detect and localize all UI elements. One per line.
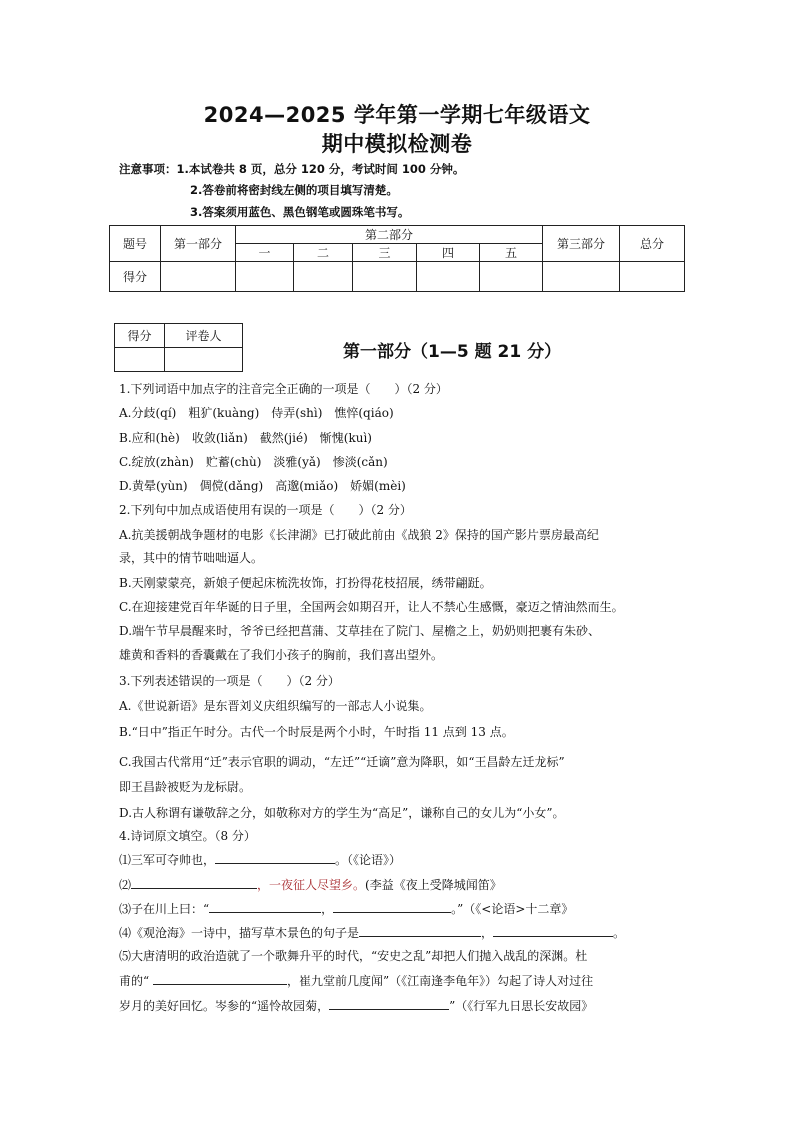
score-header-sub: 五 [480,244,543,262]
notice-item: 3.答案须用蓝色、黑色钢笔或圆珠笔书写。 [190,205,410,219]
score-cell [236,262,294,292]
q2-option-b: B.天刚蒙蒙亮，新娘子便起床梳洗妆饰，打扮得花枝招展，绣带翩跹。 [119,576,492,590]
score-cell [417,262,480,292]
q4-item-5-cont2 [119,997,593,1014]
score-cell [161,262,236,292]
q4-item-2 [119,876,502,893]
q2-stem: 2.下列句中加点成语使用有误的一项是（ ）（2 分） [119,503,412,517]
notice-item: 2.答卷前将密封线左侧的项目填写清楚。 [190,183,398,197]
answer-blank[interactable] [131,876,257,889]
notice-line-1 [119,161,464,177]
grader-table [114,323,243,372]
exam-title-line2: 期中模拟检测卷 [321,132,473,156]
answer-blank[interactable] [359,924,481,937]
q4-text: 甫的“ [119,974,153,988]
q4-stem: 4.诗词原文填空。（8 分） [119,829,256,843]
score-cell [353,262,417,292]
q4-text: 。（《论语》） [335,853,402,867]
q4-text: 。”（《<论语>十二章》 [451,902,574,916]
q4-given-line: ，一夜征人尽望乡。 [257,878,366,892]
q4-text: ， [481,926,494,940]
q3-option-c-cont: 即王昌龄被贬为龙标尉。 [119,780,252,794]
q4-text: ， [321,902,334,916]
q2-option-d-cont: 雄黄和香料的香囊戴在了我们小孩子的胸前，我们喜出望外。 [119,648,444,662]
q1-option-a: A.分歧(qí) 粗犷(kuàng) 侍弄(shì) 憔悴(qiáo) [119,406,394,420]
grader-reviewer-label: 评卷人 [165,324,243,348]
q4-item-5-cont [119,972,593,989]
q4-item-3 [119,900,573,917]
q4-text: 。 [613,926,626,940]
exam-title-line1: 2024—2025 学年第一学期七年级语文 [203,103,591,127]
grader-score-cell [115,348,165,372]
answer-blank[interactable] [333,900,451,913]
score-cell [294,262,353,292]
q4-item-1 [119,851,401,868]
q4-text: ⑵ [119,878,132,892]
q4-text: ，崔九堂前几度闻”（《江南逢李龟年》）勾起了诗人对过往 [286,974,594,988]
part-one-title: 第一部分（1—5 题 21 分） [343,342,562,362]
q2-option-d: D.端午节早晨醒来时，爷爷已经把菖蒲、艾草挂在了院门、屋檐之上，奶奶则把裹有朱砂、 [119,624,601,638]
q3-stem: 3.下列表述错误的一项是（ ）（2 分） [119,674,340,688]
answer-blank[interactable] [493,924,613,937]
q2-option-c: C.在迎接建党百年华诞的日子里，全国两会如期召开，让人不禁心生感慨，豪迈之情油然而生。 [119,600,624,614]
answer-blank[interactable] [215,851,335,864]
q4-source: (李益《夜上受降城闻笛》 [365,878,502,892]
q1-option-b: B.应和(hè) 收敛(liǎn) 截然(jié) 惭愧(kuì) [119,431,372,445]
notice-item: 1.本试卷共 8 页，总分 120 分，考试时间 100 分钟。 [176,162,465,176]
answer-blank[interactable] [329,997,449,1010]
q4-text: 岁月的美好回忆。岑参的“遥怜故园菊， [119,999,330,1013]
q4-text: ⑴三军可夺帅也， [119,853,216,867]
q4-text: ⑷《观沧海》一诗中，描写草木景色的句子是 [119,926,360,940]
q1-option-c: C.绽放(zhàn) 贮蓄(chù) 淡雅(yǎ) 惨淡(cǎn) [119,455,388,469]
q3-option-c: C.我国古代常用“迁”表示官职的调动，“左迁”“迁谪”意为降职，如“王昌龄左迁龙标” [119,755,565,769]
q1-option-d: D.黄晕(yùn) 倜傥(dǎng) 高邈(miǎo) 娇媚(mèi) [119,479,406,493]
score-header-tihao: 题号 [110,226,161,262]
score-header-part2: 第二部分 [236,226,543,244]
score-cell [480,262,543,292]
answer-blank[interactable] [153,972,287,985]
score-cell [620,262,685,292]
score-cell [543,262,620,292]
notice-label: 注意事项： [119,162,177,176]
grader-score-label: 得分 [115,324,165,348]
q2-option-a-cont: 录，其中的情节咄咄逼人。 [119,551,264,565]
score-header-sub: 四 [417,244,480,262]
q4-item-5: ⑸大唐清明的政治造就了一个歌舞升平的时代，“安史之乱”却把人们抛入战乱的深渊。杜 [119,949,588,963]
score-header-sub: 三 [353,244,417,262]
answer-blank[interactable] [209,900,321,913]
q3-option-a: A.《世说新语》是东晋刘义庆组织编写的一部志人小说集。 [119,699,432,713]
q3-option-d: D.古人称谓有谦敬辞之分，如敬称对方的学生为“高足”，谦称自己的女儿为“小女”。 [119,806,565,820]
score-table [109,225,685,292]
score-header-total: 总分 [620,226,685,262]
q1-stem: 1.下列词语中加点字的注音完全正确的一项是（ ）（2 分） [119,382,448,396]
q4-item-4 [119,924,625,941]
score-header-part1: 第一部分 [161,226,236,262]
grader-reviewer-cell [165,348,243,372]
q3-option-b: B.“日中”指正午时分。古代一个时辰是两个小时，午时指 11 点到 13 点。 [119,725,514,739]
score-header-sub: 一 [236,244,294,262]
score-header-sub: 二 [294,244,353,262]
q2-option-a: A.抗美援朝战争题材的电影《长津湖》已打破此前由《战狼 2》保持的国产影片票房最高纪 [119,528,599,542]
score-header-part3: 第三部分 [543,226,620,262]
q4-text: ⑶子在川上曰：“ [119,902,210,916]
score-row-label: 得分 [110,262,161,292]
q4-source: ”（《行军九日思长安故园》 [449,999,594,1013]
